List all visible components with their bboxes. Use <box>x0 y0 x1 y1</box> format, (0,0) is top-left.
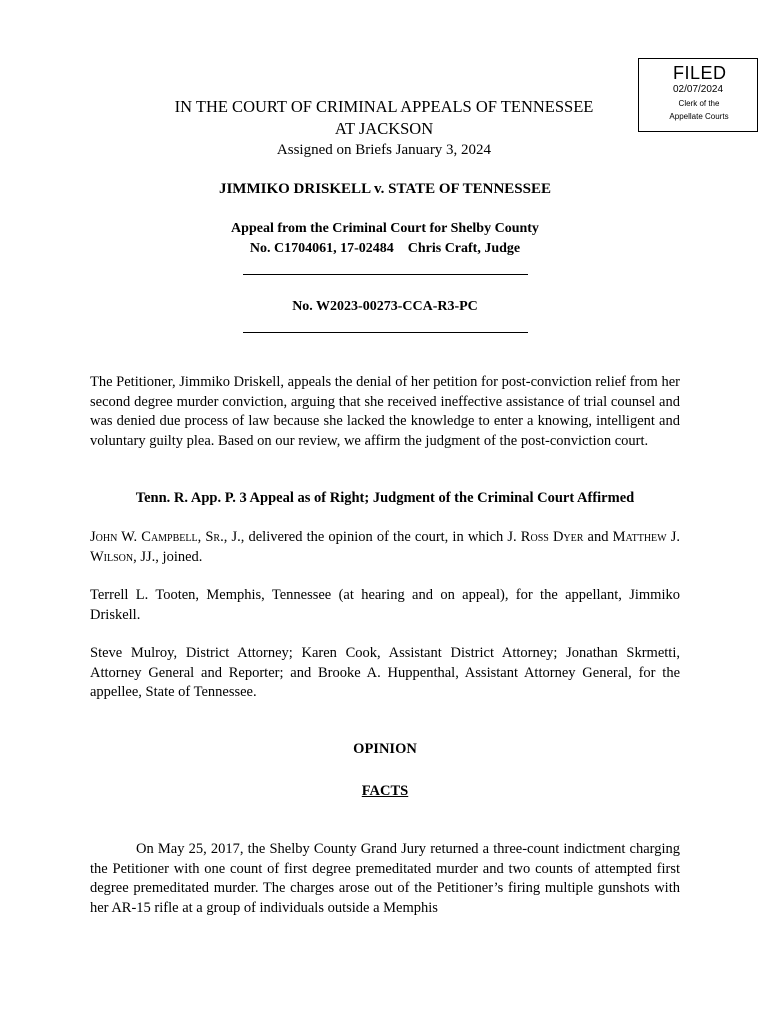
trial-case-numbers: No. C1704061, 17-02484 Chris Craft, Judge <box>249 241 521 256</box>
facts-heading: FACTS <box>361 783 409 799</box>
authoring-judge: John W. Campbell, Sr., J. <box>90 529 241 545</box>
joining-judge-1: J. Ross Dyer <box>507 529 584 545</box>
court-location: AT JACKSON <box>334 119 434 138</box>
judges-line <box>90 528 680 567</box>
court-name: IN THE COURT OF CRIMINAL APPEALS OF TENNESSEE <box>174 97 594 116</box>
clerk-line-1: Clerk of the <box>678 99 720 108</box>
filed-label: FILED <box>673 63 727 83</box>
filed-date: 02/07/2024 <box>673 84 724 95</box>
appeal-source: Appeal from the Criminal Court for Shelby County <box>231 221 539 236</box>
case-caption: JIMMIKO DRISKELL v. STATE OF TENNESSEE <box>218 181 552 197</box>
docket-number: No. W2023-00273-CCA-R3-PC <box>292 299 478 314</box>
appellee-counsel: Steve Mulroy, District Attorney; Karen Cook, Assistant District Attorney; Jonathan Skrmetti, Attorney General and Reporter; and Brooke A. Huppenthal, Assistant Attorney General, for the appellee, State of Tennessee. <box>90 645 680 700</box>
judges-and: and <box>583 529 613 545</box>
holding: Tenn. R. App. P. 3 Appeal as of Right; Judgment of the Criminal Court Affirmed <box>135 490 635 506</box>
opinion-heading: OPINION <box>353 741 417 757</box>
judges-end: , JJ., joined. <box>133 548 203 565</box>
case-summary: The Petitioner, Jimmiko Driskell, appeals the denial of her petition for post-conviction relief from her second degree murder conviction, arguing that she received ineffective assistance of trial counsel and was denied due process of law because she lacked the knowledge to enter a knowing, intelligent and voluntary guilty plea. Based on our review, we affirm the judgment of the post-conviction court. <box>90 374 680 449</box>
appellant-counsel: Terrell L. Tooten, Memphis, Tennessee (at hearing and on appeal), for the appellant, Jimmiko Driskell. <box>90 587 680 623</box>
judges-text: , delivered the opinion of the court, in which <box>240 529 508 545</box>
divider-top <box>243 274 528 275</box>
divider-bottom <box>243 332 528 333</box>
facts-paragraph: On May 25, 2017, the Shelby County Grand Jury returned a three-count indictment charging the Petitioner with one count of first degree premeditated murder and two counts of attempted first degree premeditated murder. The charges arose out of the Petitioner’s firing multiple gunshots with her AR-15 rifle at a group of individuals outside a Memphis <box>90 841 680 916</box>
filed-stamp <box>638 58 758 132</box>
clerk-line-2: Appellate Courts <box>669 112 729 121</box>
joining-judge-2: Matthew J. Wilson <box>90 529 680 565</box>
assigned-date: Assigned on Briefs January 3, 2024 <box>276 142 492 158</box>
